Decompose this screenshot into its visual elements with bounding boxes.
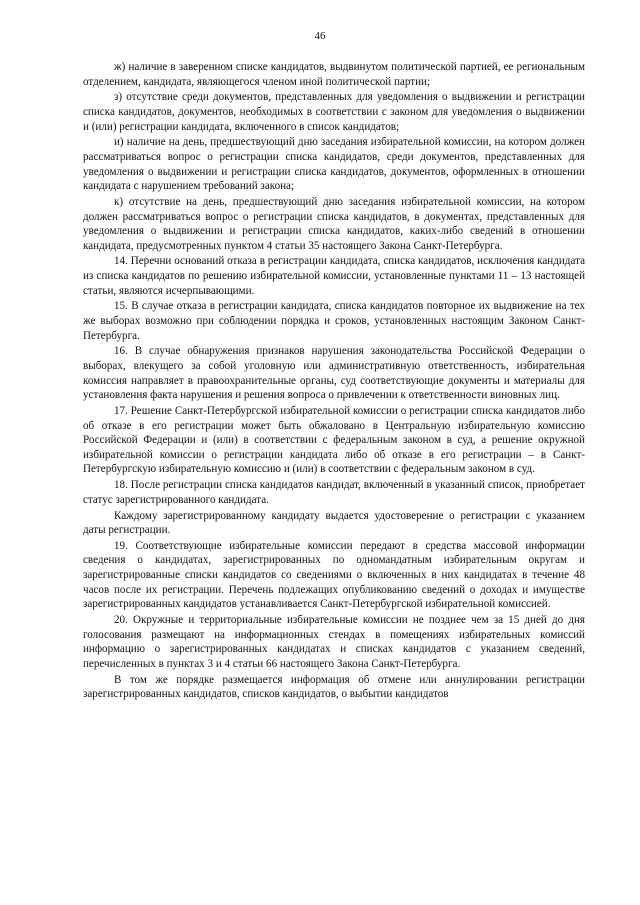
paragraph-item-zh: ж) наличие в заверенном списке кандидатов, выдвинутом политической партией, ее региональным отделением, кандидата, являющегося членом иной политической партии; bbox=[83, 61, 585, 88]
paragraph-point-18-certificate: Каждому зарегистрированному кандидату выдается удостоверение о регистрации с указанием даты регистрации. bbox=[83, 509, 585, 537]
document-body bbox=[83, 60, 585, 702]
paragraph-point-19: 19. Соответствующие избирательные комиссии передают в средства массовой информации сведения о кандидатах, зарегистрированных по одномандатным избирательным округам и зарегистрированные списки кандидатов со сведениями о включенных в них кандидатах в течение 48 часов после их регистрации. Перечень подлежащих опубликованию сведений о доходах и имуществе зарегистрированных кандидатов устанавливается Санкт-Петербургской избирательной комиссией. bbox=[83, 539, 585, 611]
paragraph-item-i: и) наличие на день, предшествующий дню заседания избирательной комиссии, на котором должен рассматриваться вопрос о регистрации списка кандидатов, среди документов, представленных для уведомления о выдвижении и регистрации списка кандидатов, документов, оформленных в отношении кандидата с нарушением требований закона; bbox=[83, 136, 585, 193]
paragraph-point-20-continued: В том же порядке размещается информация об отмене или аннулировании регистрации зарегистрированных кандидатов, списков кандидатов, о выбытии кандидатов bbox=[83, 673, 585, 701]
paragraph-point-17: 17. Решение Санкт-Петербургской избирательной комиссии о регистрации списка кандидатов либо об отказе в его регистрации может быть обжаловано в Центральную избирательную комиссию Российской Федерации и (или) в соответствии с федеральным законом в суд, а решение окружной избирательной комиссии о регистрации кандидата либо об отказе в его регистрации – в Санкт-Петербургскую избирательную комиссию и (или) в соответствии с федеральным законом в суд. bbox=[83, 404, 585, 476]
paragraph-point-15: 15. В случае отказа в регистрации кандидата, списка кандидатов повторное их выдвижение на тех же выборах возможно при соблюдении порядка и сроков, установленных настоящим Законом Санкт-Петербурга. bbox=[83, 300, 585, 342]
paragraph-point-14: 14. Перечни оснований отказа в регистрации кандидата, списка кандидатов, исключения кандидата из списка кандидатов по решению избирательной комиссии, установленные пунктами 11 – 13 настоящей статьи, являются исчерпывающими. bbox=[83, 255, 585, 297]
paragraph-point-18: 18. После регистрации списка кандидатов кандидат, включенный в указанный список, приобретает статус зарегистрированного кандидата. bbox=[83, 479, 585, 506]
paragraph-item-z: з) отсутствие среди документов, представленных для уведомления о выдвижении и регистрации списка кандидатов, документов, необходимых в соответствии с законом для уведомления о выдвижении и (или) регистрации кандидата, включенного в список кандидатов; bbox=[83, 91, 585, 133]
paragraph-point-20: 20. Окружные и территориальные избирательные комиссии не позднее чем за 15 дней до дня голосования размещают на информационных стендах в помещениях избирательных комиссий информацию о зарегистрированных кандидатах и списках кандидатов с указанием сведений, перечисленных в пунктах 3 и 4 статьи 66 настоящего Закона Санкт-Петербурга. bbox=[83, 614, 585, 670]
paragraph-point-16: 16. В случае обнаружения признаков нарушения законодательства Российской Федерации о выборах, влекущего за собой уголовную или административную ответственность, избирательная комиссия направляет в правоохранительные органы, суд соответствующие документы и материалы для установления факта нарушения и решения вопроса о привлечении к ответственности виновных лиц. bbox=[83, 345, 585, 402]
page-number: 46 bbox=[314, 30, 326, 42]
paragraph-item-k: к) отсутствие на день, предшествующий дню заседания избирательной комиссии, на котором должен рассматриваться вопрос о регистрации списка кандидатов, в документах, представленных для уведомления о выдвижении и регистрации списка кандидатов, каких-либо сведений в отношении кандидата, предусмотренных пунктом 4 статьи 35 настоящего Закона Санкт-Петербурга. bbox=[83, 195, 585, 252]
